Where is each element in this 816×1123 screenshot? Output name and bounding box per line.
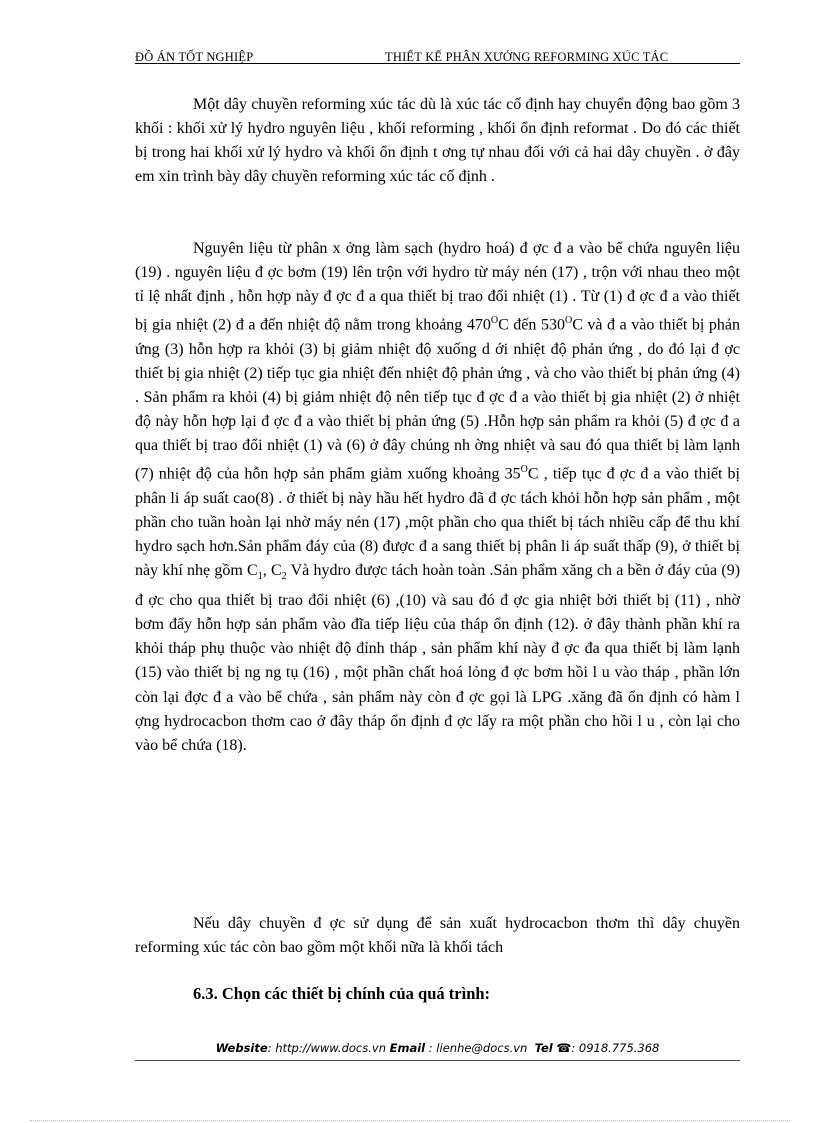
paragraph-aromatics [135,912,740,960]
degree-mark: O [520,464,528,476]
text-run: Và hydro được tách hoàn toàn .Sản phẩm xăng ch a bền ở đáy của (9) đ ợc cho qua thiết bị trao đổi nhiệt (6) ,(10) và sau đó đ ợc gia nhiệt bởi thiết bị (11) , nhờ bơm đẩy hỗn hợp sản phẩm vào đĩa tiếp liệu của tháp ổn định (12). ở đây thành phần khí ra khỏi tháp phụ thuộc vào nhiệt độ đỉnh tháp , sản phẩm khí này đ ợc đa qua thiết bị làm lạnh (15) vào thiết bị ng ng tụ (16) , một phần chất hoá lỏng đ ợc bơm hồi l u vào tháp , phần lớn còn lại đợc đ a vào bể chứa , sản phẩm này còn đ ợc gọi là LPG .xăng đã ổn định có hàm l ợng hydrocacbon thơm cao ở đây tháp ổn định đ ợc lấy ra một phần cho hồi l u , còn lại cho vào bể chứa (18). [135,561,741,754]
page-edge-divider [30,1120,790,1121]
paragraph-text: Nếu dây chuyền đ ợc sử dụng để sản xuất hydrocacbon thơm thì dây chuyền reforming xúc tác còn bao gồm một khối nữa là khối tách [135,915,740,957]
email-label: Email [389,1041,426,1055]
tel-value: : 0918.775.368 [571,1041,660,1055]
section-title: 6.3. Chọn các thiết bị chính của quá trình: [193,984,491,1003]
text-run: C , tiếp tục đ ợc đ a vào thiết bị phân li áp suất cao(8) . ở thiết bị này hầu hết hydro đã đ ợc tách khỏi hỗn hợp sản phẩm , một phần cho tuần hoàn lại nhờ máy nén (17) ,một phần cho qua thiết bị tách nhiều cấp để thu khí hydro sạch hơn.Sản phẩm đáy của (8) được đ a sang thiết bị phân li áp suất thấp (9), ở thiết bị này khí nhẹ gồm C [135,465,740,579]
subscript: 1 [257,571,263,583]
text-run: Nguyên liệu từ phân x ởng làm sạch (hydro hoá) đ ợc đ a vào bể chứa nguyên liệu (19) . nguyên liệu đ ợc bơm (19) lên trộn với hydro từ máy nén (17) , trộn với nhau theo một tỉ lệ nhất định , hỗn hợp này đ ợc đ a qua thiết bị trao đổi nhiệt (1) . Từ (1) đ ợc đ a vào thiết bị gia nhiệt (2) đ a đến nhiệt độ nằm trong khoảng 470 [135,240,740,334]
footer-rule [135,1060,740,1061]
subscript: 2 [281,571,287,583]
header-right: THIẾT KẾ PHÂN XƯỞNG REFORMING XÚC TÁC [385,50,669,64]
text-run: C đến 530 [498,316,565,334]
header-rule [135,63,740,64]
phone-icon: ☎ [556,1041,572,1055]
website-label: Website [215,1041,268,1055]
paragraph-text [135,237,740,758]
tel-label: Tel [534,1041,553,1055]
email-link[interactable]: : lienhe@docs.vn [425,1041,528,1055]
text-run: , C [262,561,282,579]
degree-mark: O [564,315,573,327]
degree-mark: O [490,315,499,327]
paragraph-intro [135,93,740,189]
paragraph-process [135,237,740,758]
header-left: ĐỒ ÁN TỐT NGHIỆP [135,50,254,64]
text-run: C và đ a vào thiết bị phản ứng (3) hỗn hợp ra khỏi (3) bị giảm nhiệt độ xuống d ới nhiệt độ phản ứng , do đó lại đ ợc thiết bị gia nhiệt (2) tiếp tục gia nhiệt đến nhiệt độ phản ứng , và cho vào thiết bị phản ứng (4) . Sản phẩm ra khỏi (4) bị giảm nhiệt độ nên tiếp tục đ ợc đ a vào thiết bị gia nhiệt (2) ở nhiệt độ này hỗn hợp lại đ ợc đ a vào thiết bị phản ứng (5) .Hỗn hợp sản phẩm ra khỏi (5) đ ợc đ a qua thiết bị trao đổi nhiệt (1) và (6) ở đây chúng nh ờng nhiệt và sau đó qua thiết bị làm lạnh (7) nhiệt độ của hỗn hợp sản phẩm giảm xuống khoảng 35 [135,316,740,483]
page-footer [135,1041,740,1055]
paragraph-text: Một dây chuyền reforming xúc tác dù là xúc tác cố định hay chuyển động bao gồm 3 khối : khối xử lý hydro nguyên liệu , khối reforming , khối ổn định reformat . Do đó các thiết bị trong hai khối xử lý hydro và khối ổn định t ơng tự nhau đối với cả hai dây chuyền . ở đây em xin trình bày dây chuyền reforming xúc tác cố định . [135,96,740,186]
website-link[interactable]: : http://www.docs.vn [267,1041,386,1055]
